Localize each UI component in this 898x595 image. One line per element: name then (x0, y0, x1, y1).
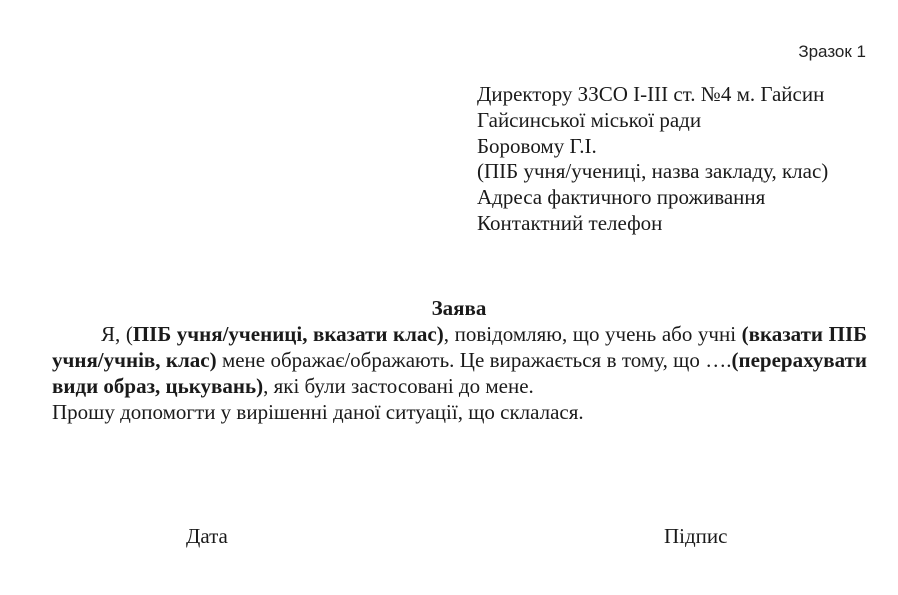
sample-label: Зразок 1 (798, 42, 866, 61)
statement-text: , які були застосовані до мене. (263, 374, 534, 398)
document-body (52, 321, 867, 425)
addressee-line: Контактний телефон (477, 210, 663, 235)
statement-text: , повідомляю, що учень або учні (443, 322, 742, 346)
statement-text: Я, ( (101, 322, 133, 346)
statement-text: мене ображає/ображають. Це виражається в тому, що …. (216, 348, 732, 372)
addressee-line: Гайсинської міської ради (477, 107, 702, 132)
addressee-line: (ПІБ учня/учениці, назва закладу, клас) (477, 159, 829, 184)
statement-placeholder: ПІБ учня/учениці, вказати клас) (132, 322, 444, 346)
document-title: Заява (431, 296, 487, 320)
addressee-line: Директору ЗЗСО I-III ст. №4 м. Гайсин (477, 82, 825, 106)
addressee-line: Адреса фактичного проживання (477, 185, 766, 210)
addressee-block (477, 82, 828, 237)
date-label: Дата (186, 524, 228, 548)
statement-placeholder: (вказати ПІБ учня/учнів, клас) (52, 322, 867, 372)
addressee-line: Боровому Г.І. (477, 133, 597, 158)
request-paragraph: Прошу допомогти у вирішенні даної ситуації, що склалася. (52, 400, 584, 424)
signature-label: Підпис (664, 524, 728, 548)
statement-placeholder: (перерахувати види образ, цькувань) (52, 348, 867, 398)
statement-paragraph (52, 321, 867, 399)
